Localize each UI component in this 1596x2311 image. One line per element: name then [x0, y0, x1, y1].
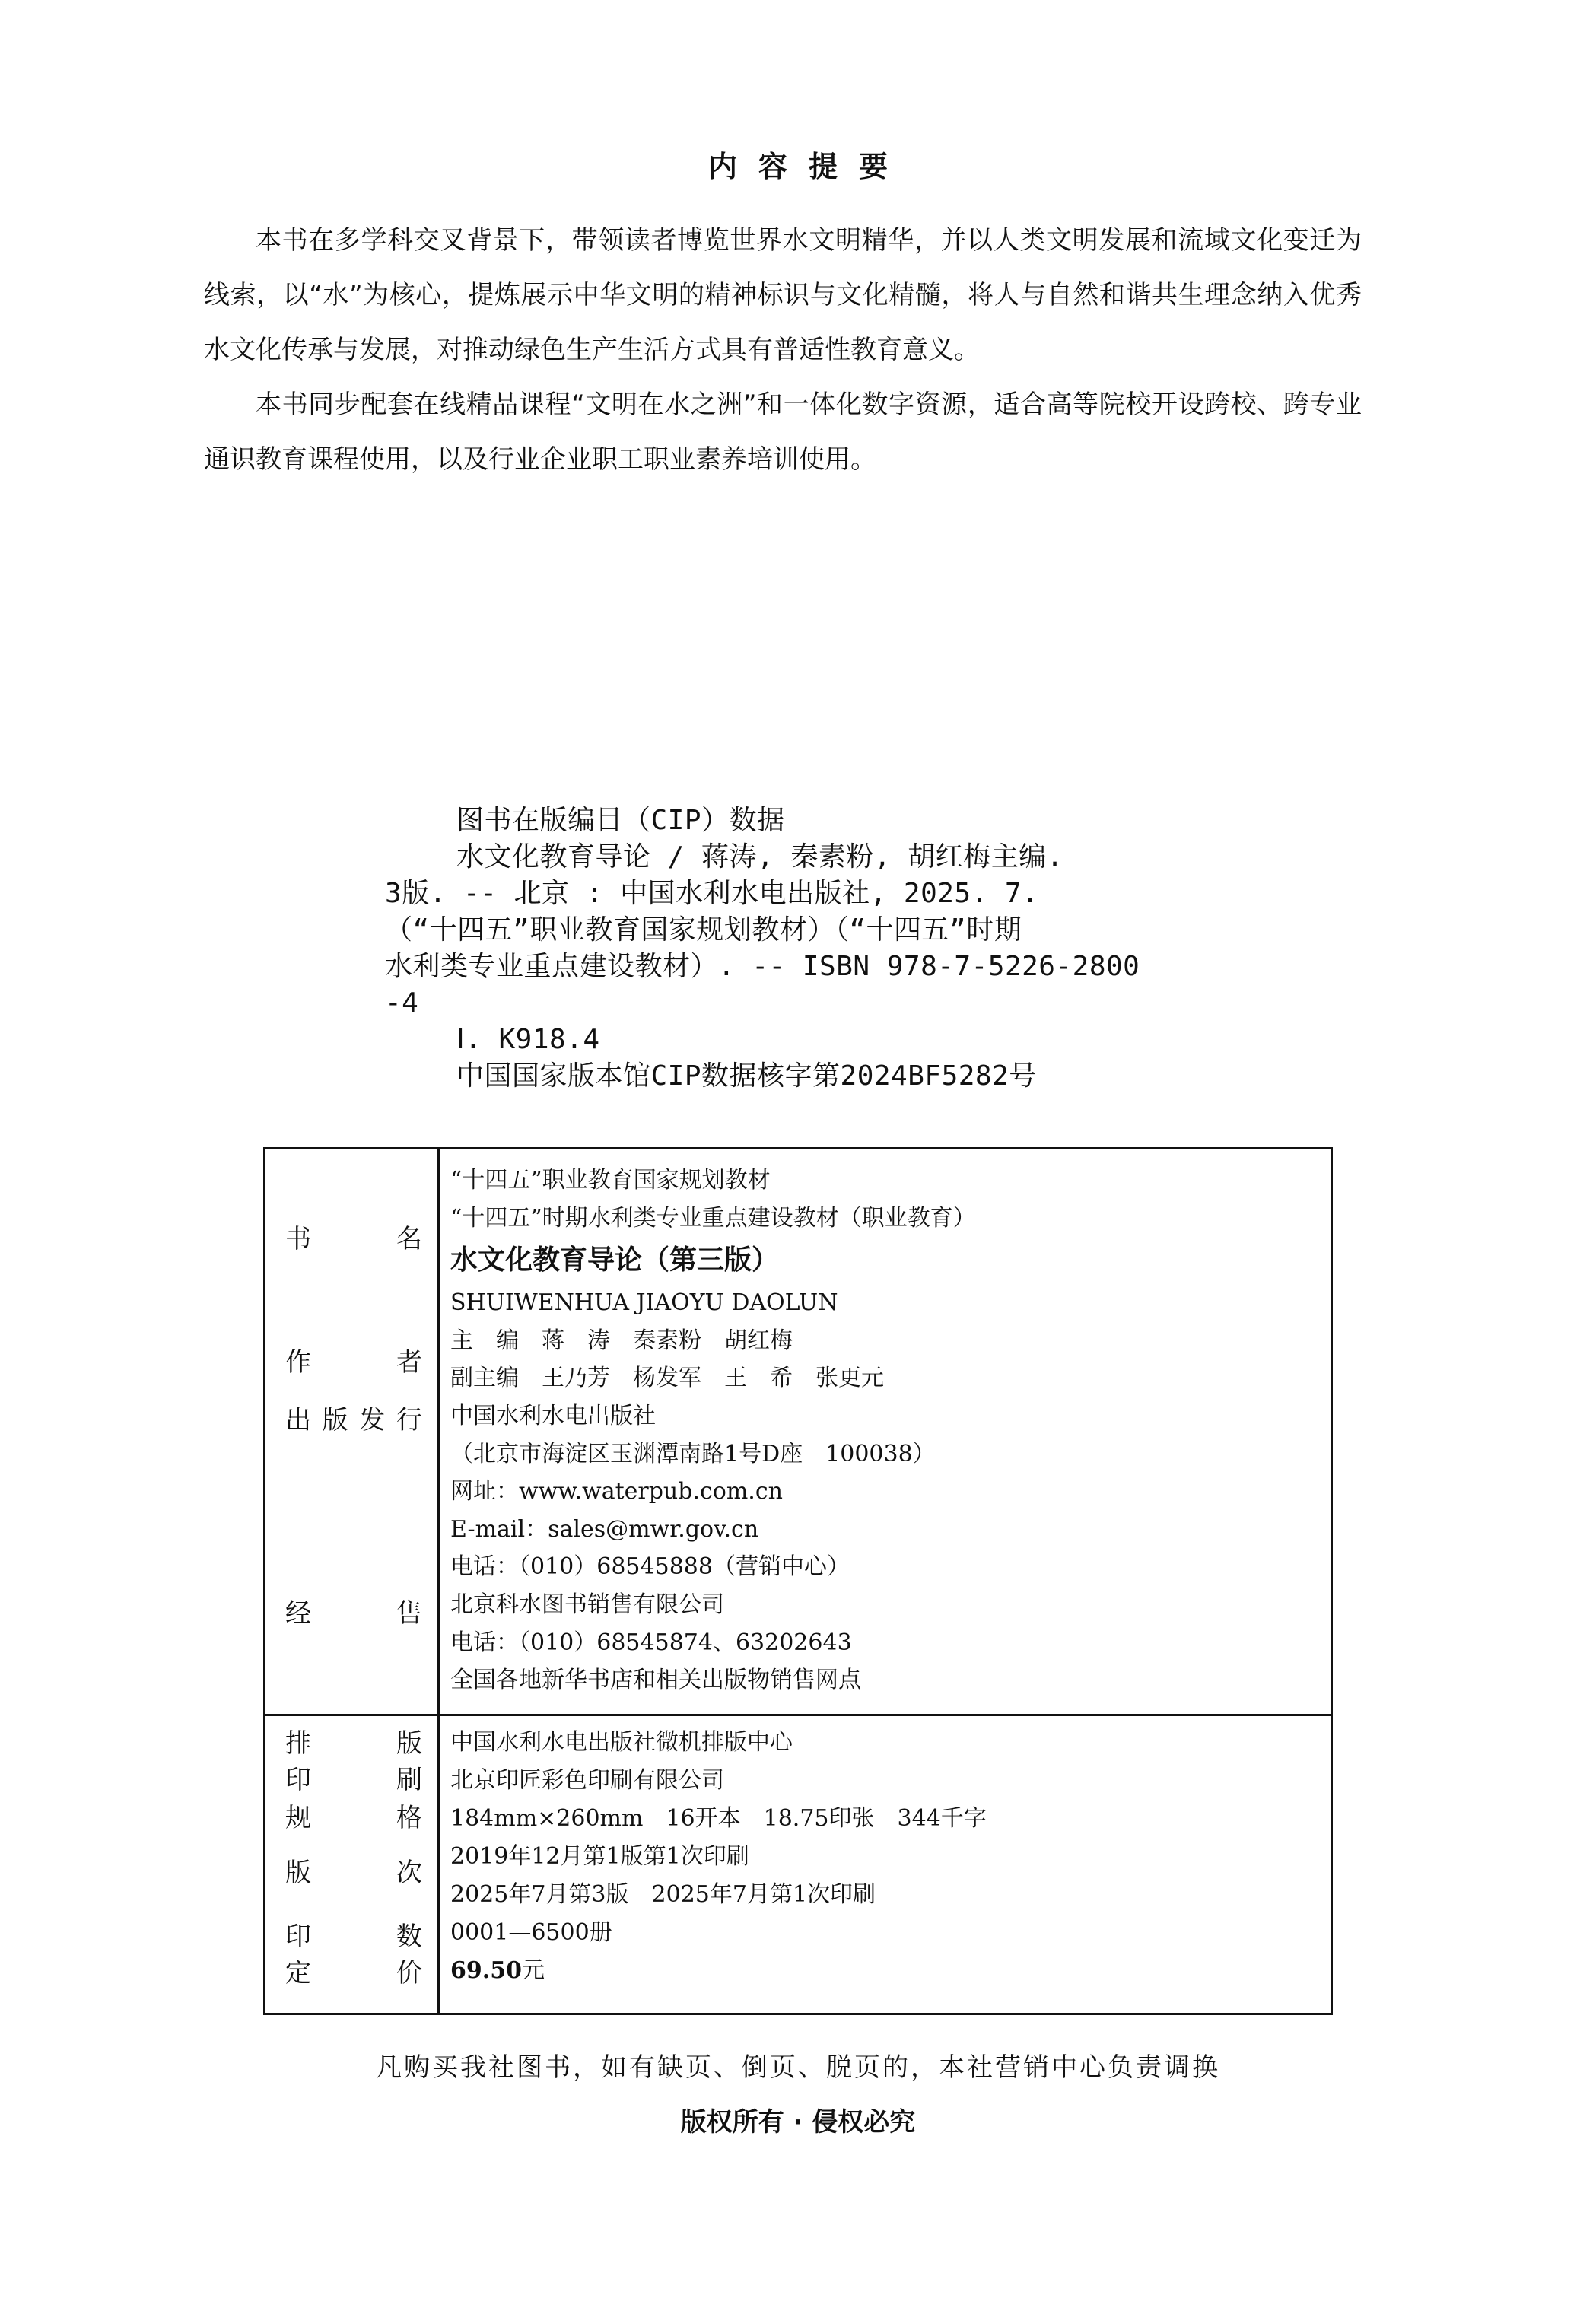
label-author: 作 者: [285, 1347, 422, 1378]
spec-value: 184mm×260mm 16开本 18.75印张 344千字: [450, 1805, 987, 1832]
label-distributor: 经 售: [285, 1598, 422, 1629]
summary-title: 内容提要: [707, 150, 909, 183]
printing-value: 北京印匠彩色印刷有限公司: [450, 1767, 724, 1794]
label-typeset: 排 版: [285, 1728, 422, 1759]
cip-line-2: 3版. -- 北京 : 中国水利水电出版社, 2025. 7.: [385, 878, 1039, 909]
distribution-network: 全国各地新华书店和相关出版物销售网点: [450, 1667, 861, 1694]
cip-record: 中国国家版本馆CIP数据核字第2024BF5282号: [456, 1060, 1037, 1092]
typeset-value: 中国水利水电出版社微机排版中心: [450, 1729, 793, 1756]
edition-value-1: 2019年12月第1版第1次印刷: [450, 1843, 749, 1870]
label-printing: 印 刷: [285, 1765, 422, 1795]
associate-editors: 副主编 王乃芳 杨发军 王 希 张更元: [450, 1365, 884, 1392]
cip-line-5: -4: [385, 987, 419, 1019]
cip-line-4: 水利类专业重点建设教材）. -- ISBN 978-7-5226-2800: [385, 951, 1140, 982]
edition-value-2: 2025年7月第3版 2025年7月第1次印刷: [450, 1881, 876, 1908]
label-column-bottom: [265, 1716, 440, 2013]
print-run-value: 0001—6500册: [450, 1919, 612, 1946]
chief-editors: 主 编 蒋 涛 秦素粉 胡红梅: [450, 1327, 793, 1354]
price-unit: 元: [521, 1957, 545, 1984]
price-amount: 69.50: [450, 1957, 522, 1984]
publisher-email: E-mail：sales@mwr.gov.cn: [450, 1515, 759, 1543]
cip-line-1: 水文化教育导论 / 蒋涛, 秦素粉, 胡红梅主编.: [456, 841, 1063, 873]
distributor-phone: 电话：（010）68545874、63202643: [450, 1629, 852, 1656]
cip-block: [385, 803, 1298, 1095]
label-print-run: 印 数: [285, 1922, 422, 1952]
cip-classification: Ⅰ. K918.4: [456, 1024, 600, 1055]
publisher-website: 网址：www.waterpub.com.cn: [450, 1478, 783, 1505]
replacement-notice: 凡购买我社图书，如有缺页、倒页、脱页的，本社营销中心负责调换: [376, 2052, 1220, 2083]
label-book-name: 书 名: [285, 1224, 422, 1254]
value-column-top: [440, 1149, 1331, 1714]
cip-line-3: （“十四五”职业教育国家规划教材）（“十四五”时期: [385, 914, 1022, 946]
table-bottom-section: [265, 1716, 1331, 2013]
price-value: [450, 1952, 1323, 1990]
table-top-section: [265, 1149, 1331, 1716]
copyright-notice: 版权所有 · 侵权必究: [680, 2107, 916, 2138]
book-title-pinyin: SHUIWENHUA JIAOYU DAOLUN: [450, 1289, 838, 1317]
label-spec: 规 格: [285, 1803, 422, 1833]
series-1: “十四五”职业教育国家规划教材: [450, 1167, 771, 1194]
label-publisher: 出 版 发 行: [285, 1405, 422, 1435]
summary-paragraph-2: 本书同步配套在线精品课程“文明在水之洲”和一体化数字资源，适合高等院校开设跨校、跨专业通识教育课程使用，以及行业企业职工职业素养培训使用。: [204, 389, 1362, 475]
cip-heading: 图书在版编目（CIP）数据: [456, 805, 785, 836]
publisher-name: 中国水利水电出版社: [450, 1402, 656, 1429]
publisher-address: （北京市海淀区玉渊潭南路1号D座 100038）: [450, 1440, 936, 1467]
label-column-top: [265, 1149, 440, 1714]
distributor-name: 北京科水图书销售有限公司: [450, 1591, 724, 1618]
label-edition: 版 次: [285, 1858, 422, 1888]
publisher-phone: 电话：（010）68545888（营销中心）: [450, 1553, 850, 1581]
book-title: 水文化教育导论（第三版）: [450, 1245, 780, 1276]
summary-body: [204, 213, 1362, 487]
label-price: 定 价: [285, 1958, 422, 1988]
value-column-bottom: [440, 1716, 1331, 2013]
book-info-table: [263, 1147, 1333, 2015]
series-2: “十四五”时期水利类专业重点建设教材（职业教育）: [450, 1204, 976, 1232]
summary-paragraph-1: 本书在多学科交叉背景下，带领读者博览世界水文明精华，并以人类文明发展和流域文化变迁为线索，以“水”为核心，提炼展示中华文明的精神标识与文化精髓，将人与自然和谐共生理念纳入优秀水文化传承与发展，对推动绿色生产生活方式具有普适性教育意义。: [204, 225, 1362, 365]
